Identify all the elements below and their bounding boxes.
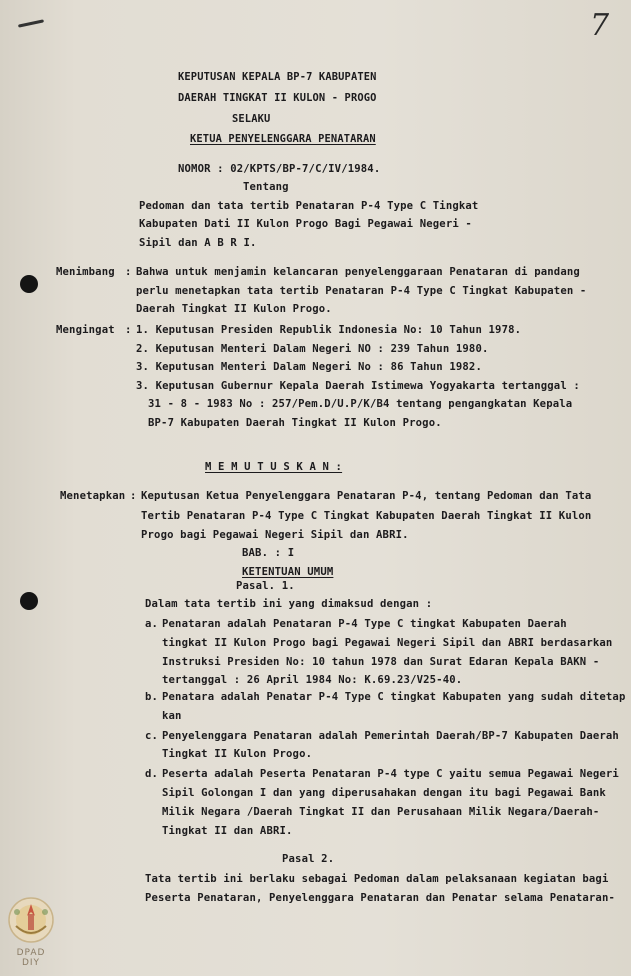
bab-subtitle: KETENTUAN UMUM (242, 566, 334, 578)
menimbang-line-1: Bahwa untuk menjamin kelancaran penyelenggaraan Penataran di pandang (136, 266, 580, 278)
header-line-4: KETUA PENYELENGGARA PENATARAN (190, 133, 376, 145)
pasal-1-title: Pasal. 1. (236, 580, 295, 592)
pasal-2-title: Pasal 2. (282, 853, 335, 865)
logo-text-line-1: DPAD (16, 948, 46, 958)
menetapkan-line-1: Keputusan Ketua Penyelenggara Penataran P-4, tentang Pedoman dan Tata (141, 490, 592, 502)
item-d-line-2: Sipil Golongan I dan yang diperusahakan dengan itu bagi Pegawai Bank (162, 787, 606, 799)
pen-mark (18, 19, 44, 27)
header-line-1: KEPUTUSAN KEPALA BP-7 KABUPATEN (178, 71, 377, 83)
menetapkan-line-2: Tertib Penataran P-4 Type C Tingkat Kabupaten Daerah Tingkat II Kulon (141, 510, 592, 522)
punch-hole-top (20, 275, 38, 293)
item-a-line-3: Instruksi Presiden No: 10 tahun 1978 dan Surat Edaran Kepala BAKN - (162, 656, 600, 668)
menimbang-line-3: Daerah Tingkat II Kulon Progo. (136, 303, 332, 315)
mengingat-item-4-cont-2: BP-7 Kabupaten Daerah Tingkat II Kulon Progo. (148, 417, 442, 429)
item-b-marker: b. (145, 691, 159, 703)
item-b-line-1: Penatara adalah Penatar P-4 Type C tingkat Kabupaten yang sudah ditetap (162, 691, 626, 703)
menetapkan-label: Menetapkan (60, 490, 126, 502)
punch-hole-bottom (20, 592, 38, 610)
item-c-marker: c. (145, 730, 159, 742)
subject-line-2: Kabupaten Dati II Kulon Progo Bagi Pegawai Negeri - (139, 218, 472, 230)
item-a-line-4: tertanggal : 26 April 1984 No: K.69.23/V25-40. (162, 674, 463, 686)
memutuskan-heading: M E M U T U S K A N : (205, 461, 343, 473)
header-line-2: DAERAH TINGKAT II KULON - PROGO (178, 92, 377, 104)
item-c-line-1: Penyelenggara Penataran adalah Pemerintah Daerah/BP-7 Kabupaten Daerah (162, 730, 619, 742)
tentang-label: Tentang (243, 181, 289, 193)
menetapkan-line-3: Progo bagi Pegawai Negeri Sipil dan ABRI. (141, 529, 409, 541)
bab-title: BAB. : I (242, 547, 295, 559)
item-a-line-1: Penataran adalah Penataran P-4 Type C tingkat Kabupaten Daerah (162, 618, 567, 630)
menimbang-line-2: perlu menetapkan tata tertib Penataran P-4 Type C Tingkat Kabupaten - (136, 285, 587, 297)
pasal-2-line-1: Tata tertib ini berlaku sebagai Pedoman dalam pelaksanaan kegiatan bagi (145, 873, 609, 885)
item-d-line-1: Peserta adalah Peserta Penataran P-4 type C yaitu semua Pegawai Negeri (162, 768, 619, 780)
menimbang-sep: : (125, 266, 132, 278)
decree-number: NOMOR : 02/KPTS/BP-7/C/IV/1984. (178, 163, 381, 175)
item-a-line-2: tingkat II Kulon Progo bagi Pegawai Negeri Sipil dan ABRI berdasarkan (162, 637, 613, 649)
mengingat-item-1: 1. Keputusan Presiden Republik Indonesia No: 10 Tahun 1978. (136, 324, 522, 336)
subject-line-3: Sipil dan A B R I. (139, 237, 257, 249)
item-d-line-4: Tingkat II dan ABRI. (162, 825, 293, 837)
subject-line-1: Pedoman dan tata tertib Penataran P-4 Type C Tingkat (139, 200, 479, 212)
item-b-line-2: kan (162, 710, 182, 722)
logo-text-line-2: DIY (21, 958, 41, 968)
mengingat-label: Mengingat (56, 324, 115, 336)
item-c-line-2: Tingkat II Kulon Progo. (162, 748, 313, 760)
mengingat-item-4-cont-1: 31 - 8 - 1983 No : 257/Pem.D/U.P/K/B4 tentang pengangkatan Kepala (148, 398, 573, 410)
header-line-3: SELAKU (232, 113, 271, 125)
item-d-marker: d. (145, 768, 159, 780)
mengingat-sep: : (125, 324, 132, 336)
menimbang-label: Menimbang (56, 266, 115, 278)
page-number: 7 (590, 8, 610, 43)
pasal-1-intro: Dalam tata tertib ini yang dimaksud dengan : (145, 598, 433, 610)
mengingat-item-4: 3. Keputusan Gubernur Kepala Daerah Istimewa Yogyakarta tertanggal : (136, 380, 580, 392)
mengingat-item-2: 2. Keputusan Menteri Dalam Negeri NO : 239 Tahun 1980. (136, 343, 489, 355)
menetapkan-sep: : (130, 490, 137, 502)
item-a-marker: a. (145, 618, 159, 630)
archive-logo-text (6, 948, 56, 968)
item-d-line-3: Milik Negara /Daerah Tingkat II dan Perusahaan Milik Negara/Daerah- (162, 806, 600, 818)
pasal-2-line-2: Peserta Penataran, Penyelenggara Penataran dan Penatar selama Penataran- (145, 892, 616, 904)
mengingat-item-3: 3. Keputusan Menteri Dalam Negeri No : 86 Tahun 1982. (136, 361, 482, 373)
